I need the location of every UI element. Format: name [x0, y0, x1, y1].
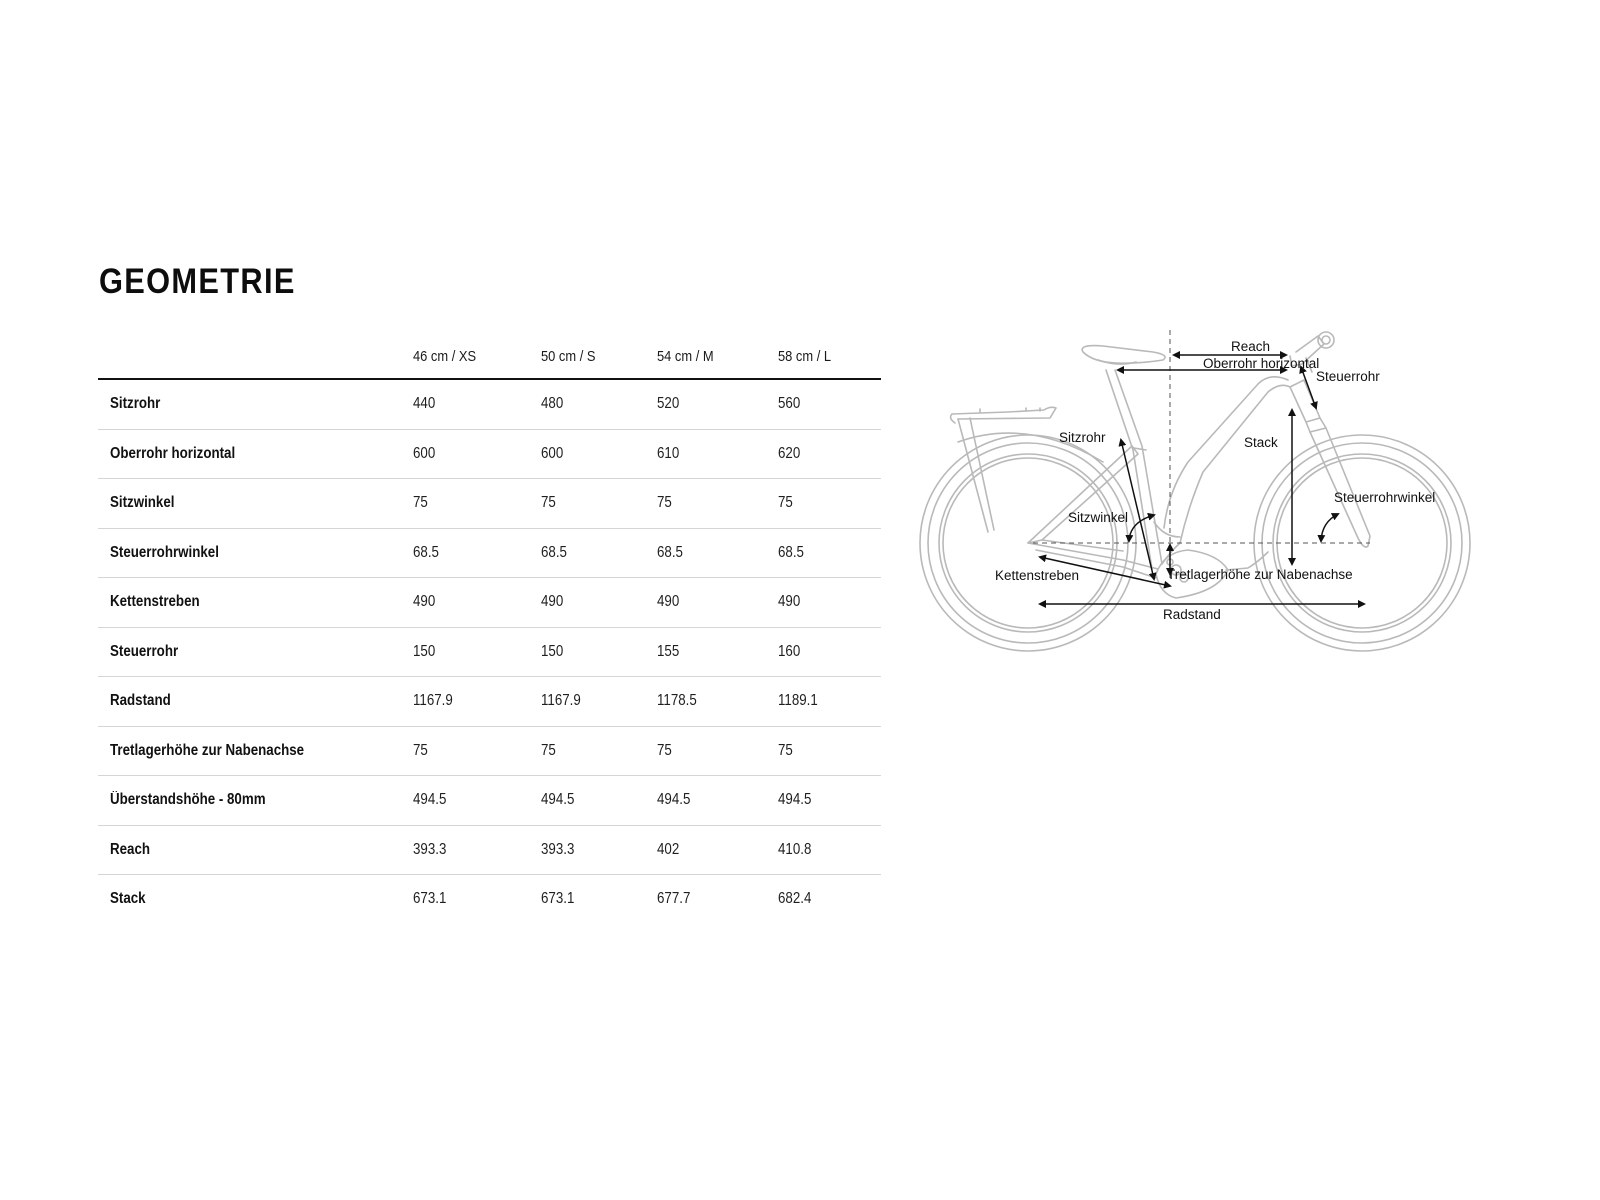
row-label: Überstandshöhe - 80mm [98, 776, 413, 826]
head-angle-arc [1321, 514, 1338, 541]
cell-value: 393.3 [541, 825, 657, 875]
table-row [98, 578, 881, 628]
table-row [98, 776, 881, 826]
row-label: Oberrohr horizontal [98, 429, 413, 479]
column-header-size-m: 54 cm / M [657, 334, 778, 379]
cell-value: 440 [413, 379, 541, 429]
cell-value: 75 [778, 479, 881, 529]
table-row [98, 379, 881, 429]
cell-value: 494.5 [541, 776, 657, 826]
cell-value: 490 [541, 578, 657, 628]
cell-value: 75 [413, 479, 541, 529]
cell-value: 68.5 [541, 528, 657, 578]
cell-value: 68.5 [413, 528, 541, 578]
head-tube-arrow [1301, 367, 1316, 408]
cell-value: 410.8 [778, 825, 881, 875]
cell-value: 677.7 [657, 890, 691, 908]
cell-value: 673.1 [413, 890, 447, 908]
row-label: Stack [110, 890, 146, 908]
cell-value: 600 [541, 429, 657, 479]
label-chainstays: Kettenstreben [995, 568, 1080, 583]
cell-value: 490 [413, 578, 541, 628]
cell-value: 490 [778, 578, 881, 628]
cell-value: 68.5 [778, 528, 881, 578]
table-row [98, 677, 881, 727]
cell-value: 620 [778, 429, 881, 479]
cell-value: 600 [413, 429, 541, 479]
cell-value: 1189.1 [778, 677, 881, 727]
row-label: Kettenstreben [98, 578, 413, 628]
cell-value: 75 [541, 726, 657, 776]
row-label: Steuerrohrwinkel [98, 528, 413, 578]
cell-value: 1167.9 [541, 677, 657, 727]
label-head-angle: Steuerrohrwinkel [1334, 490, 1436, 505]
column-header-size-l: 58 cm / L [778, 334, 881, 379]
cell-value: 150 [541, 627, 657, 677]
cell-value: 75 [541, 479, 657, 529]
geometry-table [98, 334, 881, 924]
label-top-tube: Oberrohr horizontal [1203, 356, 1320, 371]
page-title: GEOMETRIE [99, 262, 296, 301]
column-header-size-xs: 46 cm / XS [413, 334, 541, 379]
table-row [98, 429, 881, 479]
cell-value: 1167.9 [413, 677, 541, 727]
row-label: Sitzrohr [98, 379, 413, 429]
cell-value: 402 [657, 825, 778, 875]
cell-value: 520 [657, 379, 778, 429]
table-header-row [98, 334, 881, 379]
row-label: Radstand [98, 677, 413, 727]
cell-value: 490 [657, 578, 778, 628]
label-head-tube: Steuerrohr [1316, 369, 1380, 384]
row-label: Tretlagerhöhe zur Nabenachse [98, 726, 413, 776]
cell-value: 494.5 [657, 776, 778, 826]
label-seat-angle: Sitzwinkel [1068, 510, 1129, 525]
cell-value: 75 [413, 726, 541, 776]
row-label: Sitzwinkel [98, 479, 413, 529]
cell-value: 560 [778, 379, 881, 429]
cell-value: 150 [413, 627, 541, 677]
cell-value: 494.5 [413, 776, 541, 826]
column-header-label [98, 334, 413, 379]
column-header-size-s: 50 cm / S [541, 334, 657, 379]
table-row [98, 825, 881, 875]
cell-value: 155 [657, 627, 778, 677]
label-reach: Reach [1231, 339, 1271, 354]
table-row [98, 875, 881, 924]
cell-value: 393.3 [413, 825, 541, 875]
saddle-icon [1082, 346, 1165, 364]
bike-geometry-diagram [918, 322, 1478, 662]
table-row [98, 726, 881, 776]
label-wheelbase: Radstand [1163, 607, 1221, 622]
cell-value: 75 [657, 726, 778, 776]
cell-value: 610 [657, 429, 778, 479]
label-stack: Stack [1244, 435, 1278, 450]
cell-value: 682.4 [778, 890, 812, 908]
reference-lines [1033, 330, 1370, 582]
cell-value: 673.1 [541, 890, 575, 908]
table-row [98, 627, 881, 677]
row-label: Reach [98, 825, 413, 875]
cell-value: 75 [657, 479, 778, 529]
cell-value: 494.5 [778, 776, 881, 826]
table-row [98, 479, 881, 529]
cell-value: 75 [778, 726, 881, 776]
cell-value: 68.5 [657, 528, 778, 578]
table-row [98, 528, 881, 578]
row-label: Steuerrohr [98, 627, 413, 677]
cell-value: 480 [541, 379, 657, 429]
diagram-labels [995, 339, 1435, 622]
rear-rack-icon [951, 407, 1056, 532]
cell-value: 160 [778, 627, 881, 677]
cell-value: 1178.5 [657, 677, 778, 727]
label-seat-tube: Sitzrohr [1059, 430, 1106, 445]
label-bb-drop: Tretlagerhöhe zur Nabenachse [1167, 567, 1353, 582]
